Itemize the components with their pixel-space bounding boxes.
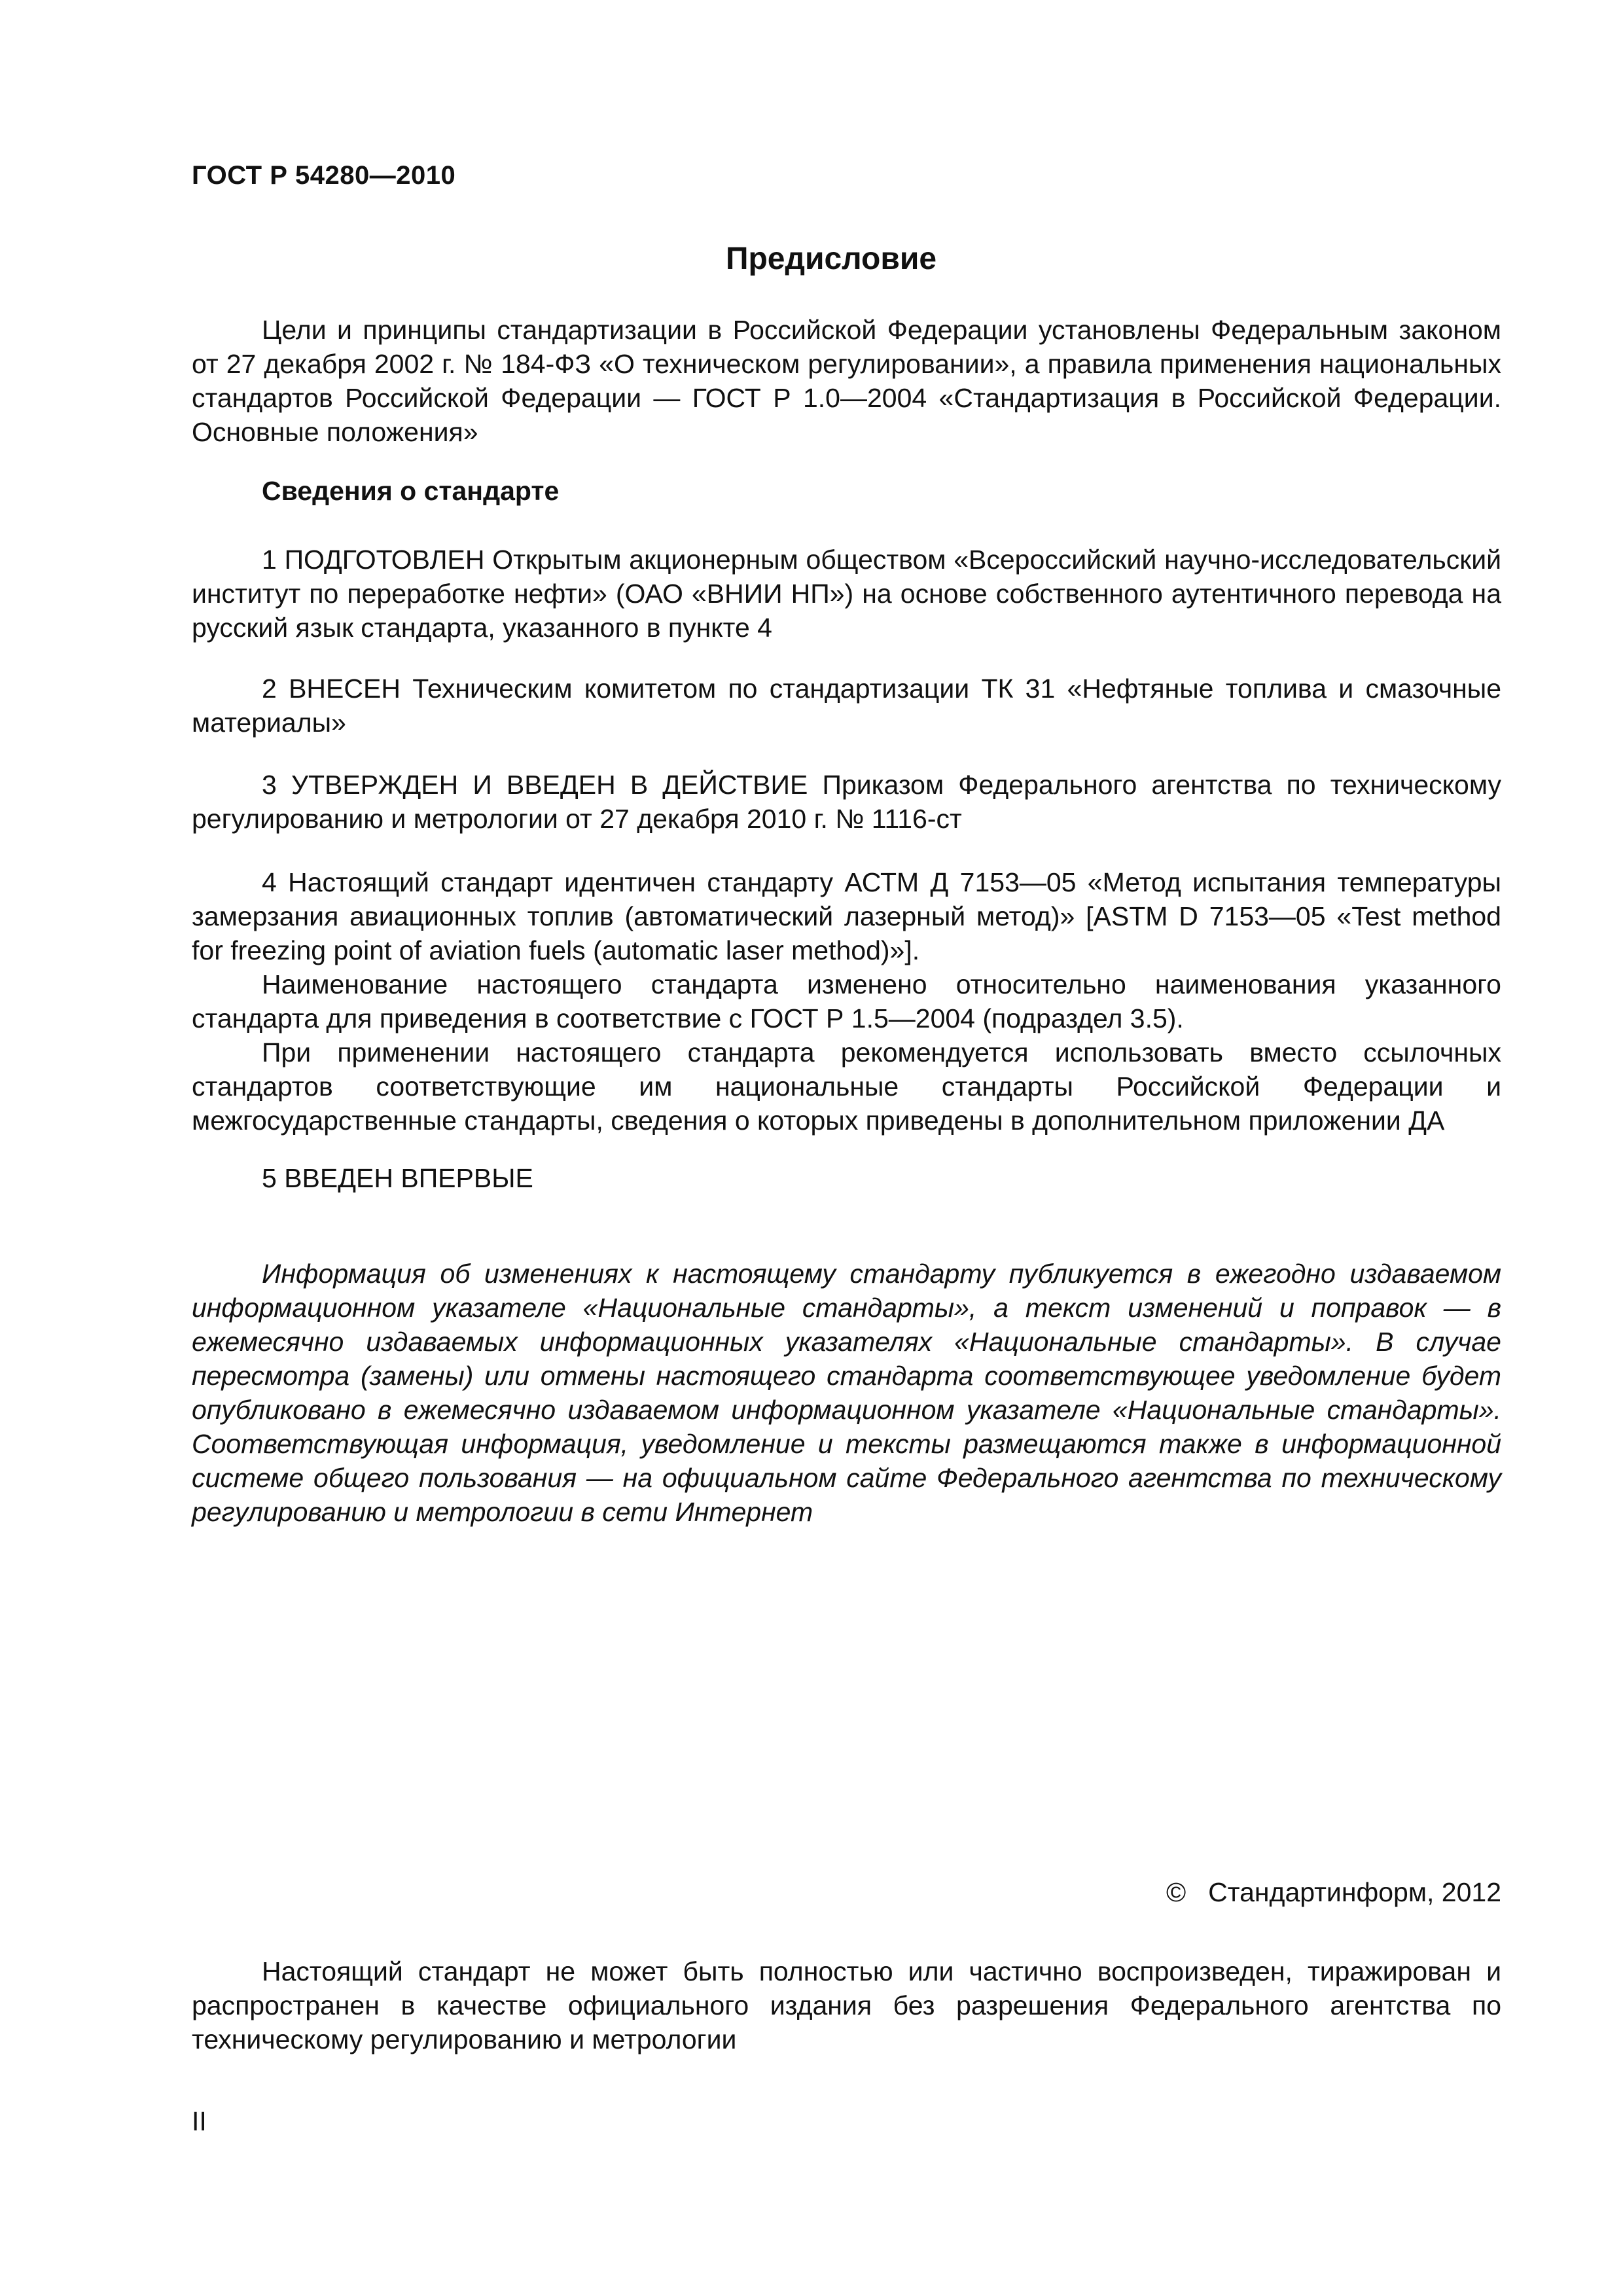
page-title: Предисловие: [725, 242, 937, 276]
intro-paragraph: [192, 313, 1501, 449]
item-4-name-change: Наименование настоящего стандарта изменено относительно наименования указанного стандарта для приведения в соответствие с ГОСТ Р 1.5—2004 (подраздел 3.5).: [192, 969, 1501, 1033]
change-notice-text: Информация об изменениях к настоящему стандарту публикуется в ежегодно издаваемом информационном указателе «Национальные стандарты», а текст изменений и поправок — в ежемесячно издаваемых информационных указателях «Национальные стандарты». В случае пересмотра (замены) или отмены настоящего стандарта соответствующее уведомление будет опубликовано в ежемесячно издаваемом информационном указателе «Национальные стандарты». Соответствующая информация, уведомление и тексты размещаются также в информационной системе общего пользования — на официальном сайте Федерального агентства по техническому регулированию и метрологии в сети Интернет: [192, 1259, 1501, 1527]
item-2: [192, 672, 1501, 740]
reproduction-text: Настоящий стандарт не может быть полностью или частично воспроизведен, тиражирован и распространен в качестве официального издания без разрешения Федерального агентства по техническому регулированию и метрологии: [192, 1956, 1501, 2054]
change-notice: [192, 1257, 1501, 1529]
item-1-text: 1 ПОДГОТОВЛЕН Открытым акционерным обществом «Всероссийский научно-исследовательский институт по переработке нефти» (ОАО «ВНИИ НП») на основе собственного аутентичного перевода на русский язык стандарта, указанного в пункте 4: [192, 545, 1501, 643]
item-3: [192, 768, 1501, 836]
item-3-text: 3 УТВЕРЖДЕН И ВВЕДЕН В ДЕЙСТВИЕ Приказом Федерального агентства по техническому регулированию и метрологии от 27 декабря 2010 г. № 1116-ст: [192, 770, 1501, 834]
copyright-line: [1166, 1877, 1501, 1908]
item-5: [192, 1161, 1501, 1195]
page-number: II: [192, 2106, 207, 2136]
item-2-text: 2 ВНЕСЕН Техническим комитетом по стандартизации ТК 31 «Нефтяные топлива и смазочные материалы»: [192, 673, 1501, 738]
item-5-text: 5 ВВЕДЕН ВПЕРВЫЕ: [262, 1163, 533, 1193]
item-1: [192, 543, 1501, 645]
reproduction-notice: [192, 1954, 1501, 2056]
standard-code: ГОСТ Р 54280—2010: [192, 161, 456, 190]
info-heading: Сведения о стандарте: [262, 476, 560, 506]
item-4-reference-note: При применении настоящего стандарта рекомендуется использовать вместо ссылочных стандартов соответствующие им национальные стандарты Российской Федерации и межгосударственные стандарты, сведения о которых приведены в дополнительном приложении ДА: [192, 1037, 1501, 1136]
copyright-symbol: ©: [1166, 1877, 1186, 1907]
copyright-text: Стандартинформ, 2012: [1208, 1877, 1501, 1907]
item-4-text: 4 Настоящий стандарт идентичен стандарту АСТМ Д 7153—05 «Метод испытания температуры замерзания авиационных топлив (автоматический лазерный метод)» [ASTM D 7153—05 «Test method for freezing point of aviation fuels (automatic laser method)»].: [192, 867, 1501, 965]
item-4: [192, 865, 1501, 1138]
intro-text: Цели и принципы стандартизации в Российской Федерации установлены Федеральным законом от 27 декабря 2002 г. № 184-ФЗ «О техническом регулировании», а правила применения национальных стандартов Российской Федерации — ГОСТ Р 1.0—2004 «Стандартизация в Российской Федерации. Основные положения»: [192, 315, 1501, 447]
